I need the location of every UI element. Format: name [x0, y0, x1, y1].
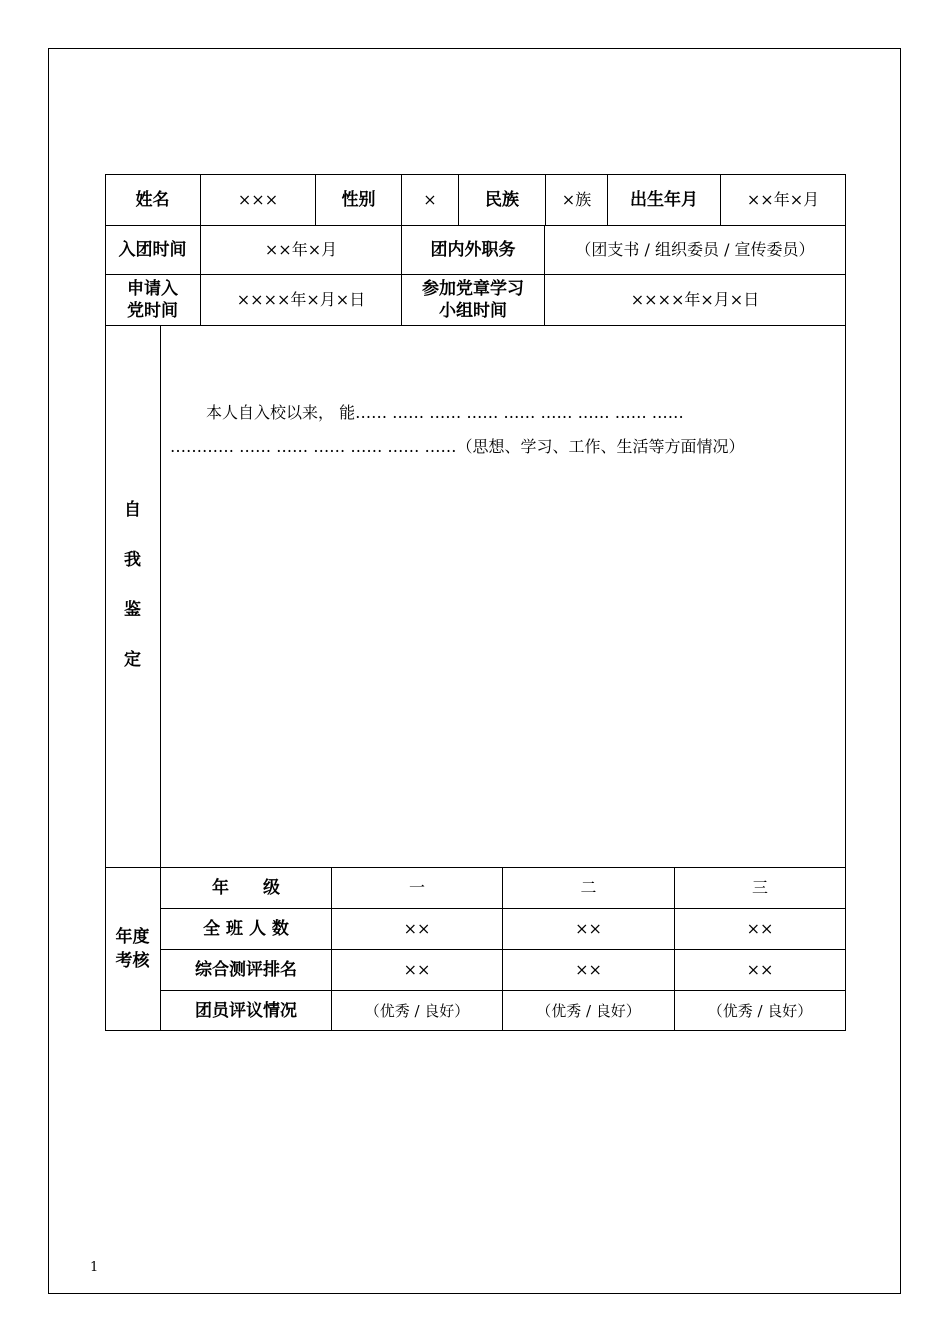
birth-date-value: ××年×月 — [746, 190, 820, 209]
party-apply-date-label — [105, 275, 200, 325]
evaluation-label: 团员评议情况 — [195, 1000, 297, 1021]
page-number: 1 — [90, 1260, 99, 1275]
class-size-1: ×× — [403, 919, 431, 938]
annual-review-label-line2: 考核 — [115, 951, 150, 971]
league-join-date-value: ××年×月 — [264, 240, 338, 259]
name-value: ××× — [237, 190, 279, 209]
party-apply-label-line1: 申请入 — [127, 279, 178, 299]
table-rule — [105, 325, 846, 326]
ranking-2: ×× — [575, 960, 602, 979]
evaluation-1: （优秀 / 良好） — [364, 1001, 470, 1020]
grade-3: 三 — [751, 878, 768, 897]
party-apply-label-line2: 党时间 — [127, 301, 178, 321]
self-assessment-line2: ………… …… …… …… …… …… ……（思想、学习、工作、生活等方面情况） — [170, 437, 745, 456]
ranking-3: ×× — [746, 960, 774, 979]
evaluation-3: （优秀 / 良好） — [707, 1001, 813, 1020]
grade-label: 年 级 — [212, 878, 280, 898]
ethnicity-value: ×族 — [561, 190, 592, 209]
name-label: 姓名 — [135, 190, 170, 210]
annual-review-label-line1: 年度 — [115, 927, 150, 947]
league-join-date-label: 入团时间 — [118, 240, 187, 260]
table-border-right — [845, 174, 846, 1031]
ethnicity-label: 民族 — [485, 190, 519, 210]
ranking-1: ×× — [403, 960, 431, 979]
self-assessment-line1: 本人自入校以来， 能…… …… …… …… …… …… …… …… …… — [206, 403, 684, 422]
party-apply-date-value: ××××年×月×日 — [236, 290, 366, 309]
class-size-2: ×× — [575, 919, 602, 938]
league-post-label: 团内外职务 — [430, 240, 516, 260]
annual-review-label — [105, 868, 160, 1030]
self-assessment-text — [170, 396, 838, 464]
self-assessment-label-char: 鉴 — [124, 600, 141, 620]
self-assessment-label-char: 定 — [124, 650, 141, 670]
grade-2: 二 — [580, 878, 597, 897]
self-assessment-label — [105, 490, 160, 690]
study-group-label-line2: 小组时间 — [439, 301, 507, 321]
self-assessment-label-char: 自 — [124, 500, 141, 520]
league-post-value: （团支书 / 组织委员 / 宣传委员） — [575, 240, 815, 259]
evaluation-2: （优秀 / 良好） — [536, 1001, 641, 1020]
self-assessment-label-char: 我 — [124, 550, 141, 570]
gender-label: 性别 — [341, 190, 376, 210]
gender-value: × — [423, 190, 437, 209]
class-size-label: 全 班 人 数 — [203, 919, 289, 939]
study-group-label-line1: 参加党章学习 — [422, 279, 524, 299]
table-border-bottom — [105, 1030, 846, 1031]
grade-1: 一 — [408, 878, 425, 897]
ranking-label: 综合测评排名 — [195, 960, 297, 980]
study-group-date-value: ××××年×月×日 — [630, 290, 760, 309]
birth-date-label: 出生年月 — [630, 190, 698, 210]
study-group-date-label — [402, 275, 544, 325]
class-size-3: ×× — [746, 919, 774, 938]
